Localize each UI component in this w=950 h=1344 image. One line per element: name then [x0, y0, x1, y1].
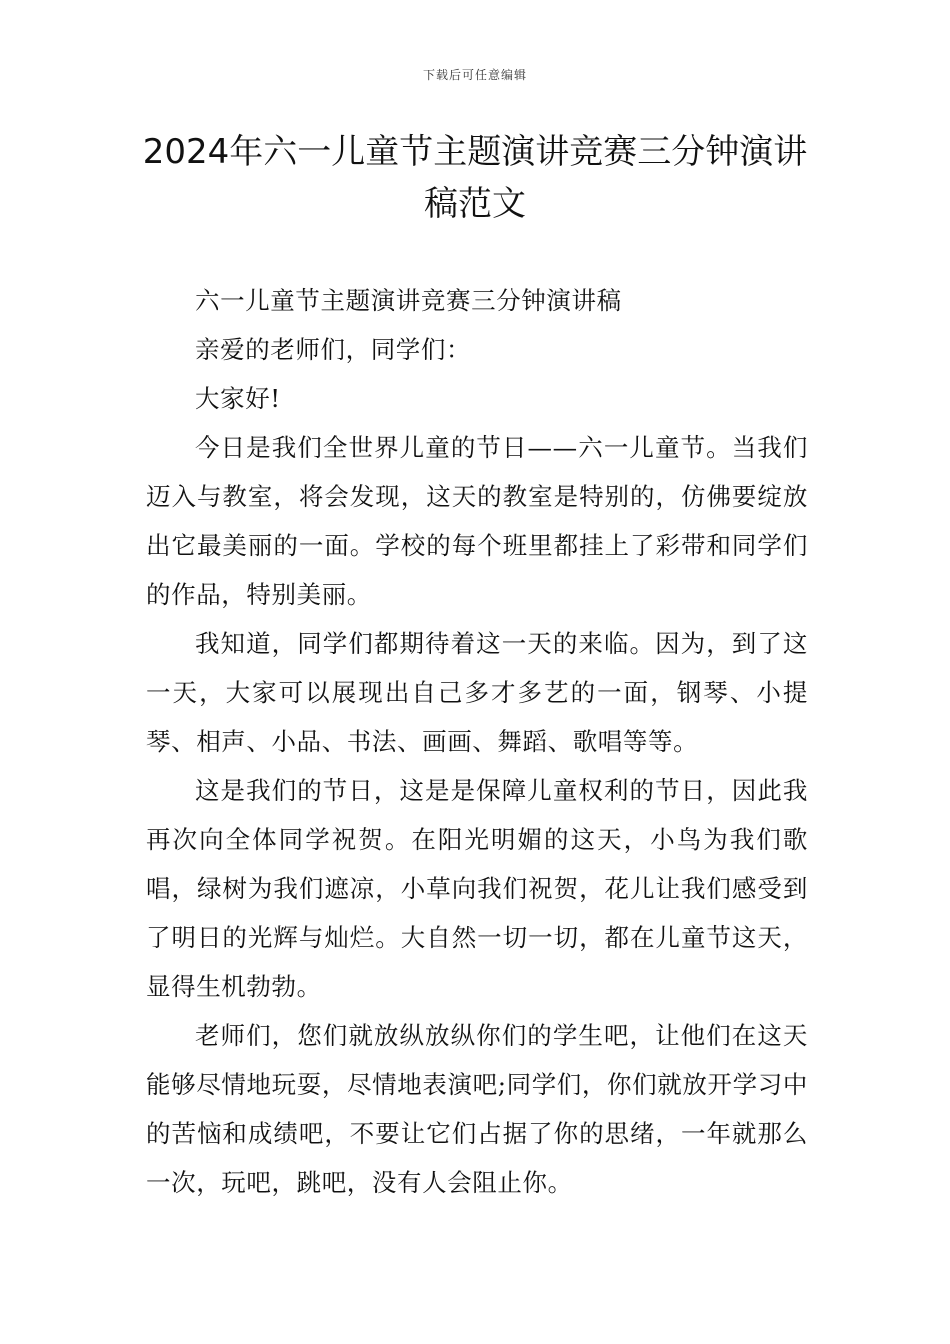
paragraph: 今日是我们全世界儿童的节日——六一儿童节。当我们迈入与教室，将会发现，这天的教室是特别的，仿佛要绽放出它最美丽的一面。学校的每个班里都挂上了彩带和同学们的作品，特别美丽。: [146, 433, 808, 609]
header-note: 下载后可任意编辑: [422, 68, 527, 82]
paragraph: 我知道，同学们都期待着这一天的来临。因为，到了这一天，大家可以展现出自己多才多艺的一面，钢琴、小提琴、相声、小品、书法、画画、舞蹈、歌唱等等。: [146, 629, 808, 756]
paragraph: 这是我们的节日，这是是保障儿童权利的节日，因此我再次向全体同学祝贺。在阳光明媚的这天，小鸟为我们歌唱，绿树为我们遮凉，小草向我们祝贺，花儿让我们感受到了明日的光辉与灿烂。大自然一切一切，都在儿童节这天，显得生机勃勃。: [146, 776, 808, 1001]
document-title: 2024年六一儿童节主题演讲竞赛三分钟演讲稿范文: [142, 132, 808, 224]
paragraph: 老师们，您们就放纵放纵你们的学生吧，让他们在这天能够尽情地玩耍，尽情地表演吧;同学们，你们就放开学习中的苦恼和成绩吧，不要让它们占据了你的思绪，一年就那么一次，玩吧，跳吧，没有人会阻止你。: [146, 1021, 808, 1197]
paragraph-subtitle: 六一儿童节主题演讲竞赛三分钟演讲稿: [195, 286, 622, 315]
paragraph-greeting: 大家好!: [195, 384, 281, 413]
paragraph-salutation: 亲爱的老师们，同学们：: [195, 335, 472, 364]
document-body: [146, 276, 808, 1207]
